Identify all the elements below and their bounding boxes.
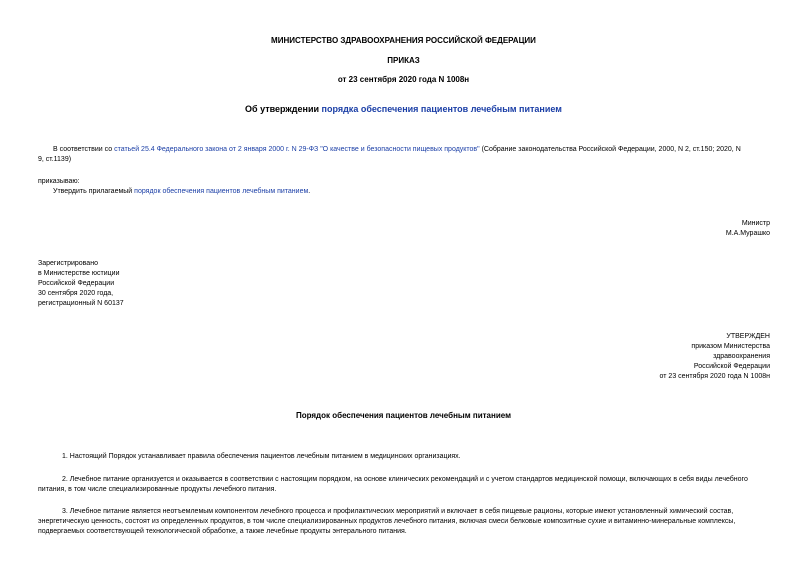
- procedure-paragraph-3: [38, 507, 774, 537]
- signature-name: М.А.Мурашко: [725, 230, 770, 237]
- procedure-title: Порядок обеспечения пациентов лечебным питанием: [295, 411, 512, 420]
- paragraph-line: 3. Лечебное питание является неотъемлемым компонентом лечебного процесса и профилактических мероприятий и включает в себя пищевые рационы, которые имеют установленный химический состав,: [62, 508, 734, 515]
- approved-line: от 23 сентября 2020 года N 1008н: [659, 373, 770, 380]
- registration-line: Российской Федерации: [38, 280, 115, 287]
- approved-block: [660, 332, 770, 382]
- doc-title-link[interactable]: порядка обеспечения пациентов лечебным питанием: [321, 104, 562, 114]
- approved-line: Российской Федерации: [693, 363, 770, 370]
- procedure-paragraph-2: [38, 475, 774, 495]
- procedure-paragraph-1: 1. Настоящий Порядок устанавливает правила обеспечения пациентов лечебным питанием в медицинских организациях.: [62, 453, 461, 460]
- law-article-link[interactable]: статьей 25.4 Федерального закона от 2 января 2000 г. N 29-ФЗ "О качестве и безопасности пищевых продуктов": [114, 146, 480, 153]
- doc-title-prefix: Об утверждении: [245, 104, 322, 114]
- registration-block: [38, 259, 124, 309]
- intro-suffix: (Собрание законодательства Российской Федерации, 2000, N 2, ст.150; 2020, N: [479, 146, 741, 153]
- signature-position: Министр: [741, 220, 770, 227]
- paragraph-line: энергетическую ценность, состоят из определенных продуктов, в том числе специализированных продуктов лечебного питания, включая смеси белковые композитные сухие и витаминно-минеральные комплексы,: [38, 518, 736, 525]
- ministry-heading: МИНИСТЕРСТВО ЗДРАВООХРАНЕНИЯ РОССИЙСКОЙ ФЕДЕРАЦИИ: [271, 36, 536, 45]
- approve-suffix: .: [308, 188, 311, 195]
- intro-prefix: В соответствии со: [53, 146, 115, 153]
- intro-paragraph-line2: 9, ст.1139): [38, 156, 72, 163]
- paragraph-line: 2. Лечебное питание организуется и оказывается в соответствии с настоящим порядком, на основе клинических рекомендаций и с учетом стандартов медицинской помощи, включающих в себя виды лечебного: [62, 476, 748, 483]
- order-approve-line: [53, 187, 310, 197]
- registration-line: 30 сентября 2020 года,: [38, 290, 114, 297]
- doc-type-heading: ПРИКАЗ: [387, 56, 420, 65]
- paragraph-line: питания, в том числе специализированные продукты лечебного питания.: [38, 486, 277, 493]
- intro-paragraph-line1: [53, 145, 773, 155]
- approved-line: УТВЕРЖДЕН: [726, 333, 770, 340]
- doc-date-number: от 23 сентября 2020 года N 1008н: [337, 75, 470, 84]
- order-word: приказываю:: [38, 178, 80, 185]
- signature-block: [726, 219, 770, 239]
- approve-prefix: Утвердить прилагаемый: [53, 188, 135, 195]
- approved-line: приказом Министерства: [691, 343, 770, 350]
- doc-title: [0, 104, 807, 114]
- procedure-link[interactable]: порядок обеспечения пациентов лечебным питанием: [134, 188, 309, 195]
- registration-line: регистрационный N 60137: [38, 300, 124, 307]
- registration-line: Зарегистрировано: [38, 260, 98, 267]
- approved-line: здравоохранения: [713, 353, 770, 360]
- registration-line: в Министерстве юстиции: [38, 270, 120, 277]
- paragraph-line: подвергаемых соответствующей технологической обработке, а также лечебные продукты энтерального питания.: [38, 528, 407, 535]
